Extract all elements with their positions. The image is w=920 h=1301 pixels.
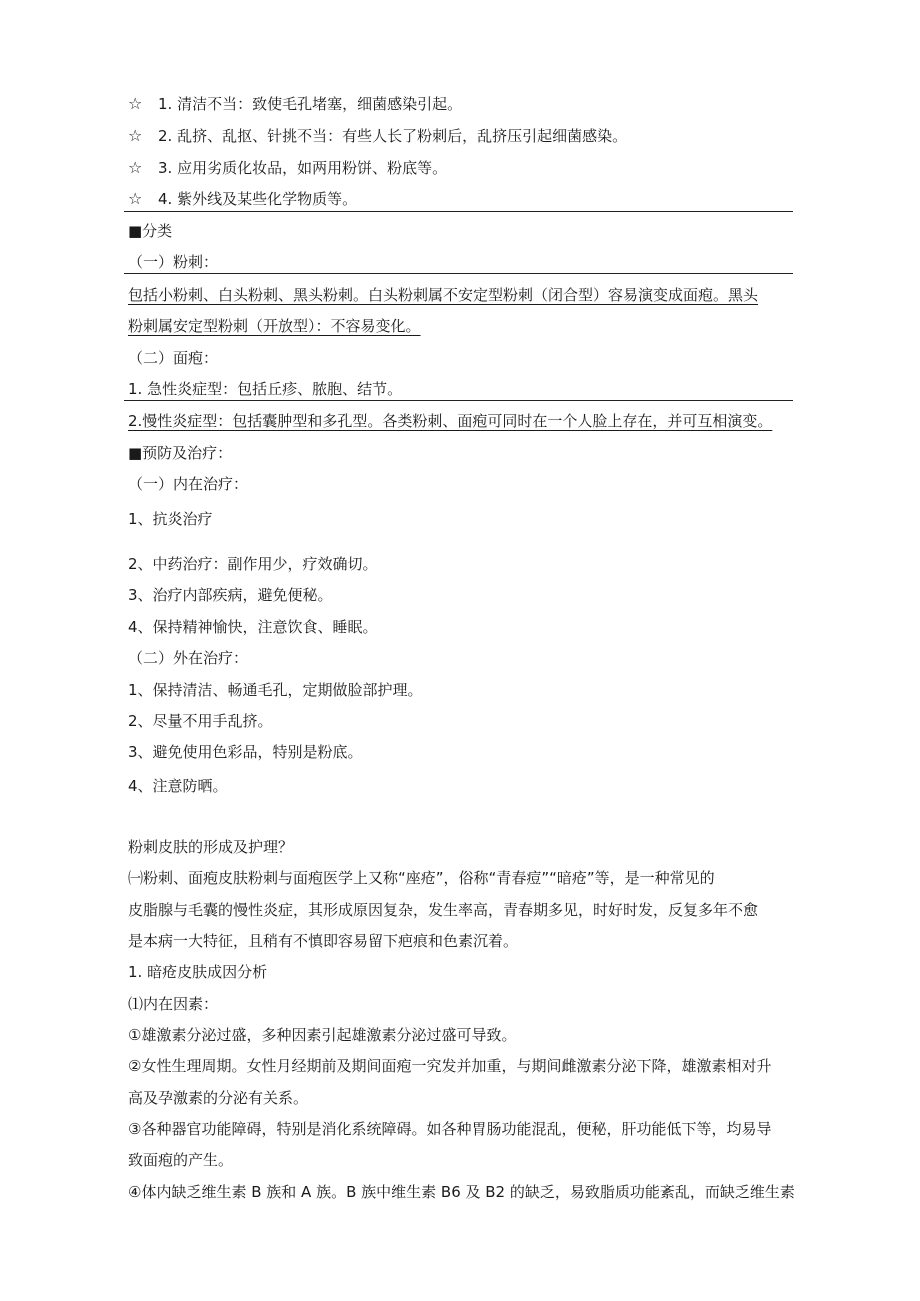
star-icon: ☆ xyxy=(128,94,143,113)
internal-item: 3、治疗内部疾病，避免便秘。 xyxy=(128,586,333,604)
divider xyxy=(124,400,793,401)
subheading-pustule: （二）面疱： xyxy=(128,349,219,367)
factor-item: ④体内缺乏维生素 B 族和 A 族。B 族中维生素 B6 及 B2 的缺乏，易致脂质功能紊乱，而缺乏维生素 xyxy=(128,1183,795,1201)
star-icon: ☆ xyxy=(128,189,143,208)
star-icon: ☆ xyxy=(128,126,143,145)
cause-text: 2. 乱挤、乱抠、针挑不当：有些人长了粉刺后，乱挤压引起细菌感染。 xyxy=(158,127,628,145)
subheading-external: （二）外在治疗： xyxy=(128,649,249,667)
external-item: 4、注意防晒。 xyxy=(128,777,228,795)
subheading-internal: （一）内在治疗： xyxy=(128,475,249,493)
factor-item: 致面疱的产生。 xyxy=(128,1151,234,1169)
divider xyxy=(124,211,793,212)
cause-text: 1. 清洁不当：致使毛孔堵塞，细菌感染引起。 xyxy=(158,95,463,113)
pustule-item: 1. 急性炎症型：包括丘疹、脓胞、结节。 xyxy=(128,380,403,398)
cause-item xyxy=(128,94,792,114)
cause-item xyxy=(128,126,792,146)
external-item: 1、保持清洁、畅通毛孔，定期做脸部护理。 xyxy=(128,681,423,699)
analysis-title: 1. 暗疮皮肤成因分析 xyxy=(128,963,268,981)
divider xyxy=(124,273,793,274)
external-item: 3、避免使用色彩品，特别是粉底。 xyxy=(128,743,363,761)
internal-factors-title: ⑴内在因素： xyxy=(128,995,219,1013)
factor-item: ②女性生理周期。女性月经期前及期间面疱一究发并加重，与期间雌激素分泌下降，雄激素相对升 xyxy=(128,1057,772,1075)
section-heading-classification: ■分类 xyxy=(128,222,173,240)
article-intro-line: 是本病一大特征，且稍有不慎即容易留下疤痕和色素沉着。 xyxy=(128,932,519,950)
cause-text: 4. 紫外线及某些化学物质等。 xyxy=(158,190,358,208)
internal-item: 4、保持精神愉快，注意饮食、睡眠。 xyxy=(128,618,378,636)
cause-text: 3. 应用劣质化妆品，如两用粉饼、粉底等。 xyxy=(158,159,448,177)
acne-description-line: 包括小粉刺、白头粉刺、黑头粉刺。白头粉刺属不安定型粉刺（闭合型）容易演变成面疱。黑头 xyxy=(128,286,759,304)
internal-item: 2、中药治疗：副作用少，疗效确切。 xyxy=(128,555,378,573)
internal-item: 1、抗炎治疗 xyxy=(128,510,213,528)
article-question: 粉刺皮肤的形成及护理？ xyxy=(128,838,294,856)
acne-description-line: 粉刺属安定型粉刺（开放型）：不容易变化。 xyxy=(128,317,421,335)
factor-item: 高及孕激素的分泌有关系。 xyxy=(128,1089,309,1107)
cause-item xyxy=(128,189,792,209)
factor-item: ①雄激素分泌过盛，多种因素引起雄激素分泌过盛可导致。 xyxy=(128,1026,517,1044)
section-heading-prevention: ■预防及治疗： xyxy=(128,444,233,462)
star-icon: ☆ xyxy=(128,158,143,177)
article-intro-line: ㈠粉刺、面疱皮肤粉刺与面疱医学上又称“座疮”，俗称“青春痘”“暗疮”等，是一种常见的 xyxy=(128,869,715,887)
article-intro-line: 皮脂腺与毛囊的慢性炎症，其形成原因复杂，发生率高，青春期多见，时好时发，反复多年不愈 xyxy=(128,901,759,919)
subheading-acne: （一）粉刺： xyxy=(128,253,219,271)
cause-item xyxy=(128,158,792,178)
pustule-item: 2.慢性炎症型：包括囊肿型和多孔型。各类粉刺、面疱可同时在一个人脸上存在，并可互相演变。 xyxy=(128,412,773,430)
external-item: 2、尽量不用手乱挤。 xyxy=(128,712,273,730)
factor-item: ③各种器官功能障碍，特别是消化系统障碍。如各种胃肠功能混乱，便秘，肝功能低下等，均易导 xyxy=(128,1120,772,1138)
